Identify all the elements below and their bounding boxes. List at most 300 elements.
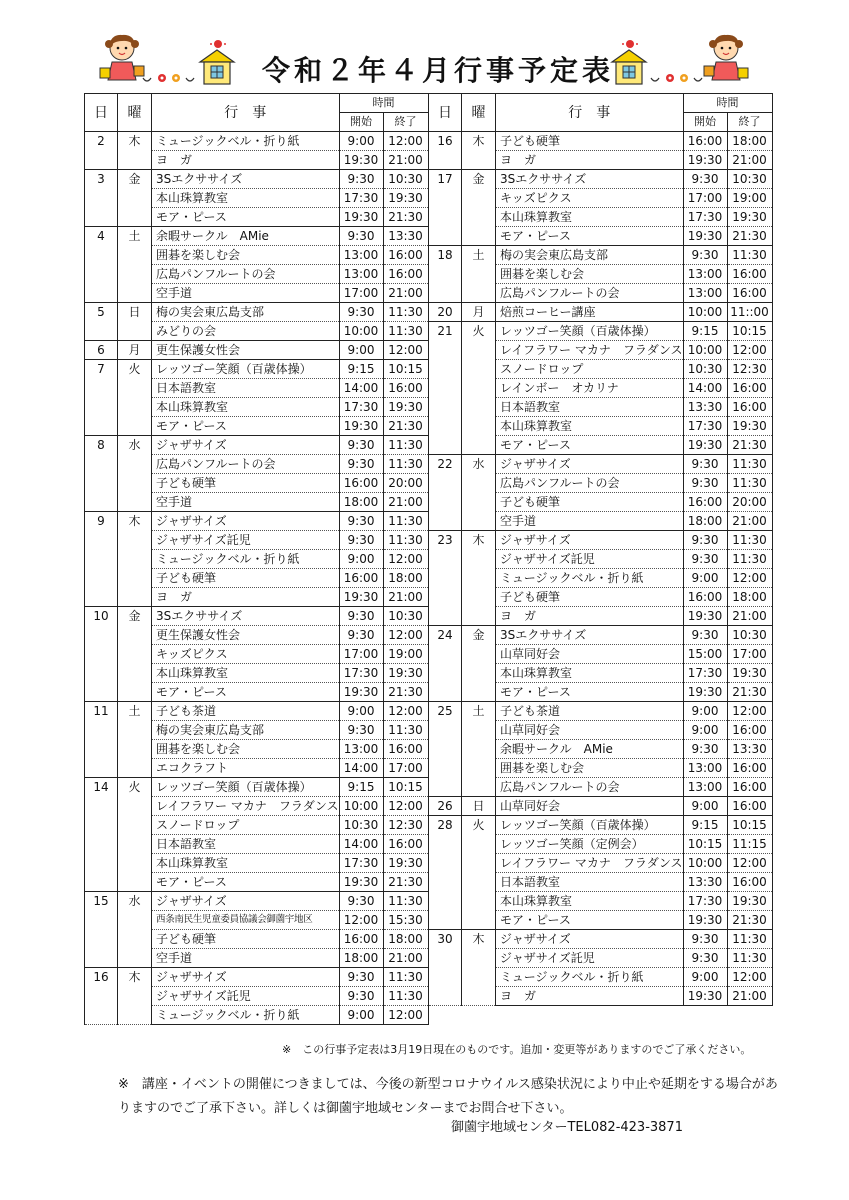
event-cell: 広島パンフルートの会	[496, 284, 684, 303]
event-cell: ミュージックベル・折り紙	[496, 968, 684, 987]
day-cell: 10	[85, 607, 118, 702]
event-cell: 空手道	[152, 949, 340, 968]
event-cell: スノードロップ	[496, 360, 684, 379]
event-cell: ヨ ガ	[496, 987, 684, 1006]
table-row	[429, 702, 773, 721]
weekday-cell: 水	[118, 436, 152, 512]
start-time-cell: 17:30	[339, 398, 383, 417]
start-time-cell: 16:00	[683, 588, 727, 607]
header-event: 行 事	[496, 94, 684, 132]
start-time-cell: 9:00	[683, 702, 727, 721]
schedule-table-left	[84, 93, 429, 1025]
start-time-cell: 9:30	[339, 170, 383, 189]
end-time-cell: 21:00	[383, 284, 428, 303]
day-cell: 6	[85, 341, 118, 360]
start-time-cell: 19:30	[683, 911, 727, 930]
end-time-cell: 16:00	[727, 265, 772, 284]
table-row	[429, 170, 773, 189]
event-cell: モア・ピース	[152, 683, 340, 702]
end-time-cell: 19:00	[727, 189, 772, 208]
end-time-cell: 11:30	[727, 531, 772, 550]
start-time-cell: 9:30	[683, 949, 727, 968]
weekday-cell: 金	[462, 170, 496, 246]
start-time-cell: 14:00	[339, 759, 383, 778]
event-cell: 子ども硬筆	[152, 930, 340, 949]
weekday-cell: 木	[462, 531, 496, 626]
start-time-cell: 9:30	[683, 740, 727, 759]
end-time-cell: 19:00	[383, 645, 428, 664]
end-time-cell: 11:30	[727, 455, 772, 474]
start-time-cell: 19:30	[339, 588, 383, 607]
start-time-cell: 9:00	[339, 550, 383, 569]
end-time-cell: 15:30	[383, 911, 428, 930]
event-cell: ミュージックベル・折り紙	[152, 550, 340, 569]
table-row	[429, 626, 773, 645]
end-time-cell: 12:30	[383, 816, 428, 835]
table-row	[85, 607, 429, 626]
table-row	[429, 246, 773, 265]
header-end: 終了	[383, 113, 428, 132]
end-time-cell: 19:30	[727, 664, 772, 683]
day-cell: 16	[85, 968, 118, 1025]
day-cell: 11	[85, 702, 118, 778]
end-time-cell: 16:00	[727, 721, 772, 740]
end-time-cell: 19:30	[727, 417, 772, 436]
weekday-cell: 土	[118, 702, 152, 778]
event-cell: モア・ピース	[496, 436, 684, 455]
end-time-cell: 17:00	[727, 645, 772, 664]
start-time-cell: 9:00	[683, 569, 727, 588]
start-time-cell: 16:00	[339, 569, 383, 588]
start-time-cell: 9:30	[683, 930, 727, 949]
day-cell: 18	[429, 246, 462, 303]
house-icon-right	[608, 38, 650, 86]
end-time-cell: 16:00	[383, 246, 428, 265]
day-cell: 3	[85, 170, 118, 227]
end-time-cell: 20:00	[727, 493, 772, 512]
start-time-cell: 10:00	[683, 303, 727, 322]
event-cell: ミュージックベル・折り紙	[496, 569, 684, 588]
end-time-cell: 11:30	[383, 455, 428, 474]
start-time-cell: 9:00	[339, 1006, 383, 1025]
start-time-cell: 19:30	[339, 208, 383, 227]
start-time-cell: 9:00	[683, 797, 727, 816]
start-time-cell: 9:30	[339, 531, 383, 550]
day-cell: 14	[85, 778, 118, 892]
start-time-cell: 9:00	[339, 132, 383, 151]
end-time-cell: 19:30	[383, 664, 428, 683]
event-cell: 余暇サークル AMie	[152, 227, 340, 246]
start-time-cell: 12:00	[339, 911, 383, 930]
event-cell: 焙煎コーヒー講座	[496, 303, 684, 322]
event-cell: 本山珠算教室	[152, 398, 340, 417]
weekday-cell: 木	[118, 512, 152, 607]
header-start: 開始	[339, 113, 383, 132]
start-time-cell: 9:15	[339, 360, 383, 379]
end-time-cell: 16:00	[383, 265, 428, 284]
day-cell: 5	[85, 303, 118, 341]
event-cell: ジャザサイズ託児	[152, 531, 340, 550]
event-cell: 子ども茶道	[496, 702, 684, 721]
end-time-cell: 21:00	[727, 607, 772, 626]
start-time-cell: 9:30	[683, 626, 727, 645]
event-cell: 広島パンフルートの会	[152, 265, 340, 284]
event-cell: 梅の実会東広島支部	[496, 246, 684, 265]
start-time-cell: 17:30	[339, 189, 383, 208]
event-cell: ジャザサイズ	[152, 512, 340, 531]
end-time-cell: 21:00	[727, 512, 772, 531]
event-cell: スノードロップ	[152, 816, 340, 835]
end-time-cell: 13:30	[383, 227, 428, 246]
start-time-cell: 9:30	[339, 436, 383, 455]
start-time-cell: 19:30	[683, 607, 727, 626]
start-time-cell: 9:30	[683, 531, 727, 550]
event-cell: レインボー オカリナ	[496, 379, 684, 398]
header-time: 時間	[683, 94, 772, 113]
end-time-cell: 18:00	[383, 930, 428, 949]
event-cell: レッツゴー笑顔（百歳体操）	[496, 816, 684, 835]
event-cell: レッツゴー笑顔（百歳体操）	[152, 778, 340, 797]
day-cell: 9	[85, 512, 118, 607]
start-time-cell: 14:00	[339, 379, 383, 398]
header-event: 行 事	[152, 94, 340, 132]
end-time-cell: 11:30	[383, 512, 428, 531]
end-time-cell: 16:00	[727, 759, 772, 778]
table-row	[85, 227, 429, 246]
event-cell: 更生保護女性会	[152, 626, 340, 645]
end-time-cell: 12:00	[383, 341, 428, 360]
table-row	[85, 892, 429, 911]
start-time-cell: 9:30	[339, 607, 383, 626]
start-time-cell: 10:30	[339, 816, 383, 835]
end-time-cell: 12:00	[727, 569, 772, 588]
end-time-cell: 21:00	[727, 151, 772, 170]
start-time-cell: 10:15	[683, 835, 727, 854]
end-time-cell: 12:00	[727, 854, 772, 873]
event-cell: ジャザサイズ	[152, 436, 340, 455]
event-cell: 子ども硬筆	[496, 588, 684, 607]
weekday-cell: 金	[118, 607, 152, 702]
end-time-cell: 10:30	[383, 170, 428, 189]
event-cell: レッツゴー笑顔（定例会）	[496, 835, 684, 854]
event-cell: ジャザサイズ託児	[152, 987, 340, 1006]
end-time-cell: 12:00	[727, 702, 772, 721]
event-cell: 本山珠算教室	[152, 189, 340, 208]
event-cell: 広島パンフルートの会	[496, 778, 684, 797]
end-time-cell: 10:15	[727, 322, 772, 341]
event-cell: ジャザサイズ	[152, 968, 340, 987]
table-row	[85, 170, 429, 189]
start-time-cell: 13:00	[683, 778, 727, 797]
event-cell: 本山珠算教室	[496, 208, 684, 227]
schedule-body-right	[429, 132, 773, 1006]
event-cell: 本山珠算教室	[496, 892, 684, 911]
start-time-cell: 16:00	[339, 930, 383, 949]
start-time-cell: 17:00	[339, 284, 383, 303]
end-time-cell: 11:30	[383, 892, 428, 911]
girl-illustration-right	[700, 32, 752, 86]
event-cell: モア・ピース	[496, 683, 684, 702]
start-time-cell: 9:30	[339, 227, 383, 246]
event-cell: ジャザサイズ	[152, 892, 340, 911]
end-time-cell: 12:00	[383, 702, 428, 721]
event-cell: 子ども硬筆	[496, 132, 684, 151]
end-time-cell: 16:00	[727, 797, 772, 816]
start-time-cell: 13:30	[683, 873, 727, 892]
event-cell: 日本語教室	[496, 398, 684, 417]
end-time-cell: 11:30	[727, 550, 772, 569]
event-cell: みどりの会	[152, 322, 340, 341]
event-cell: 子ども硬筆	[152, 569, 340, 588]
header-day: 日	[85, 94, 118, 132]
start-time-cell: 13:30	[683, 398, 727, 417]
event-cell: 日本語教室	[152, 835, 340, 854]
weekday-cell: 月	[462, 303, 496, 322]
start-time-cell: 9:30	[683, 550, 727, 569]
event-cell: ジャザサイズ託児	[496, 949, 684, 968]
start-time-cell: 9:30	[683, 455, 727, 474]
end-time-cell: 16:00	[383, 379, 428, 398]
end-time-cell: 11:30	[383, 322, 428, 341]
end-time-cell: 21:30	[383, 683, 428, 702]
event-cell: 本山珠算教室	[496, 664, 684, 683]
day-cell: 15	[85, 892, 118, 968]
flowers-decoration-right	[648, 70, 708, 86]
end-time-cell: 18:00	[727, 588, 772, 607]
start-time-cell: 9:30	[339, 303, 383, 322]
end-time-cell: 21:30	[727, 683, 772, 702]
start-time-cell: 9:30	[339, 987, 383, 1006]
table-row	[85, 341, 429, 360]
contact-info: 御薗宇地域センターTEL082-423-3871	[451, 1120, 683, 1135]
start-time-cell: 9:30	[683, 170, 727, 189]
weekday-cell: 月	[118, 341, 152, 360]
event-cell: 山草同好会	[496, 645, 684, 664]
event-cell: 囲碁を楽しむ会	[496, 265, 684, 284]
event-cell: 山草同好会	[496, 721, 684, 740]
event-cell: ミュージックベル・折り紙	[152, 1006, 340, 1025]
day-cell: 17	[429, 170, 462, 246]
end-time-cell: 12:30	[727, 360, 772, 379]
start-time-cell: 18:00	[683, 512, 727, 531]
end-time-cell: 10:15	[383, 778, 428, 797]
start-time-cell: 9:30	[339, 892, 383, 911]
day-cell: 8	[85, 436, 118, 512]
weekday-cell: 日	[118, 303, 152, 341]
end-time-cell: 11:30	[727, 930, 772, 949]
end-time-cell: 11:30	[383, 987, 428, 1006]
end-time-cell: 11:15	[727, 835, 772, 854]
end-time-cell: 16:00	[727, 778, 772, 797]
start-time-cell: 9:30	[683, 246, 727, 265]
table-row	[429, 322, 773, 341]
start-time-cell: 9:15	[683, 322, 727, 341]
end-time-cell: 16:00	[727, 873, 772, 892]
event-cell: ジャザサイズ	[496, 531, 684, 550]
start-time-cell: 13:00	[339, 246, 383, 265]
event-cell: エコクラフト	[152, 759, 340, 778]
end-time-cell: 21:00	[383, 949, 428, 968]
start-time-cell: 9:00	[683, 721, 727, 740]
day-cell: 7	[85, 360, 118, 436]
event-cell: ヨ ガ	[496, 151, 684, 170]
event-cell: ヨ ガ	[496, 607, 684, 626]
day-cell: 24	[429, 626, 462, 702]
end-time-cell: 10:30	[383, 607, 428, 626]
start-time-cell: 19:30	[339, 683, 383, 702]
event-cell: 本山珠算教室	[152, 854, 340, 873]
start-time-cell: 16:00	[683, 132, 727, 151]
event-cell: 本山珠算教室	[496, 417, 684, 436]
start-time-cell: 19:30	[339, 417, 383, 436]
end-time-cell: 13:30	[727, 740, 772, 759]
end-time-cell: 17:00	[383, 759, 428, 778]
end-time-cell: 21:00	[383, 151, 428, 170]
event-cell: レイフラワー マカナ フラダンス	[496, 341, 684, 360]
header-day: 日	[429, 94, 462, 132]
end-time-cell: 21:30	[727, 436, 772, 455]
weekday-cell: 木	[118, 132, 152, 170]
start-time-cell: 13:00	[683, 759, 727, 778]
table-row	[429, 132, 773, 151]
event-cell: 3Sエクササイズ	[496, 170, 684, 189]
event-cell: 余暇サークル AMie	[496, 740, 684, 759]
end-time-cell: 19:30	[383, 189, 428, 208]
day-cell: 2	[85, 132, 118, 170]
end-time-cell: 11:30	[727, 474, 772, 493]
event-cell: モア・ピース	[152, 873, 340, 892]
schedule-note: ※ この行事予定表は3月19日現在のものです。追加・変更等がありますのでご了承ください。	[282, 1043, 752, 1056]
table-row	[429, 303, 773, 322]
event-cell: 梅の実会東広島支部	[152, 303, 340, 322]
end-time-cell: 11:30	[383, 968, 428, 987]
day-cell: 16	[429, 132, 462, 170]
event-cell: 本山珠算教室	[152, 664, 340, 683]
table-row	[429, 797, 773, 816]
end-time-cell: 18:00	[383, 569, 428, 588]
weekday-cell: 木	[462, 930, 496, 1006]
event-cell: 子ども硬筆	[152, 474, 340, 493]
end-time-cell: 11:30	[383, 721, 428, 740]
day-cell: 22	[429, 455, 462, 531]
event-cell: キッズピクス	[496, 189, 684, 208]
event-cell: レイフラワー マカナ フラダンス	[496, 854, 684, 873]
start-time-cell: 19:30	[339, 151, 383, 170]
start-time-cell: 9:30	[339, 455, 383, 474]
end-time-cell: 19:30	[383, 854, 428, 873]
event-cell: 日本語教室	[152, 379, 340, 398]
start-time-cell: 9:30	[339, 721, 383, 740]
event-cell: ジャザサイズ	[496, 930, 684, 949]
start-time-cell: 13:00	[683, 284, 727, 303]
end-time-cell: 19:30	[727, 208, 772, 227]
table-row	[85, 778, 429, 797]
end-time-cell: 21:30	[383, 208, 428, 227]
header-weekday: 曜	[462, 94, 496, 132]
schedule-table-right	[428, 93, 773, 1006]
day-cell: 28	[429, 816, 462, 930]
start-time-cell: 10:00	[683, 854, 727, 873]
start-time-cell: 16:00	[339, 474, 383, 493]
start-time-cell: 18:00	[339, 493, 383, 512]
table-row	[429, 455, 773, 474]
event-cell: 西条南民生児童委員協議会御薗宇地区	[152, 911, 340, 930]
start-time-cell: 15:00	[683, 645, 727, 664]
start-time-cell: 9:00	[683, 968, 727, 987]
flowers-decoration-left	[140, 70, 200, 86]
weekday-cell: 木	[118, 968, 152, 1025]
event-cell: 更生保護女性会	[152, 341, 340, 360]
event-cell: 子ども硬筆	[496, 493, 684, 512]
end-time-cell: 12:00	[383, 797, 428, 816]
day-cell: 20	[429, 303, 462, 322]
house-icon-left	[196, 38, 238, 86]
start-time-cell: 17:30	[339, 854, 383, 873]
table-row	[85, 360, 429, 379]
weekday-cell: 水	[118, 892, 152, 968]
start-time-cell: 10:00	[339, 797, 383, 816]
end-time-cell: 16:00	[727, 379, 772, 398]
start-time-cell: 19:30	[683, 436, 727, 455]
weekday-cell: 日	[462, 797, 496, 816]
start-time-cell: 17:00	[683, 189, 727, 208]
end-time-cell: 12:00	[727, 341, 772, 360]
start-time-cell: 14:00	[339, 835, 383, 854]
event-cell: モア・ピース	[152, 417, 340, 436]
end-time-cell: 19:30	[383, 398, 428, 417]
table-row	[85, 702, 429, 721]
day-cell: 4	[85, 227, 118, 303]
event-cell: レイフラワー マカナ フラダンス	[152, 797, 340, 816]
event-cell: 空手道	[496, 512, 684, 531]
event-cell: ミュージックベル・折り紙	[152, 132, 340, 151]
event-cell: ジャザサイズ	[496, 455, 684, 474]
start-time-cell: 13:00	[339, 740, 383, 759]
day-cell: 26	[429, 797, 462, 816]
header-weekday: 曜	[118, 94, 152, 132]
end-time-cell: 11:30	[383, 531, 428, 550]
event-cell: 3Sエクササイズ	[152, 607, 340, 626]
end-time-cell: 12:00	[383, 1006, 428, 1025]
table-row	[429, 531, 773, 550]
start-time-cell: 9:30	[339, 512, 383, 531]
end-time-cell: 18:00	[727, 132, 772, 151]
end-time-cell: 19:30	[727, 892, 772, 911]
start-time-cell: 18:00	[339, 949, 383, 968]
day-cell: 21	[429, 322, 462, 455]
start-time-cell: 10:00	[339, 322, 383, 341]
covid-notice: ※ 講座・イベントの開催につきましては、今後の新型コロナウイルス感染状況により中止や延期をする場合がありますのでご了承下さい。詳しくは御薗宇地域センターまでお問合せ下さい。	[118, 1077, 778, 1116]
event-cell: 空手道	[152, 493, 340, 512]
schedule-body-left	[85, 132, 429, 1025]
start-time-cell: 10:00	[683, 341, 727, 360]
start-time-cell: 9:15	[683, 816, 727, 835]
end-time-cell: 21:30	[727, 227, 772, 246]
end-time-cell: 12:00	[383, 550, 428, 569]
start-time-cell: 19:30	[683, 151, 727, 170]
start-time-cell: 16:00	[683, 493, 727, 512]
end-time-cell: 11::00	[727, 303, 772, 322]
end-time-cell: 16:00	[727, 398, 772, 417]
start-time-cell: 9:00	[339, 341, 383, 360]
weekday-cell: 金	[462, 626, 496, 702]
end-time-cell: 21:00	[727, 987, 772, 1006]
start-time-cell: 9:30	[339, 626, 383, 645]
end-time-cell: 11:30	[727, 949, 772, 968]
start-time-cell: 14:00	[683, 379, 727, 398]
weekday-cell: 火	[118, 778, 152, 892]
end-time-cell: 20:00	[383, 474, 428, 493]
